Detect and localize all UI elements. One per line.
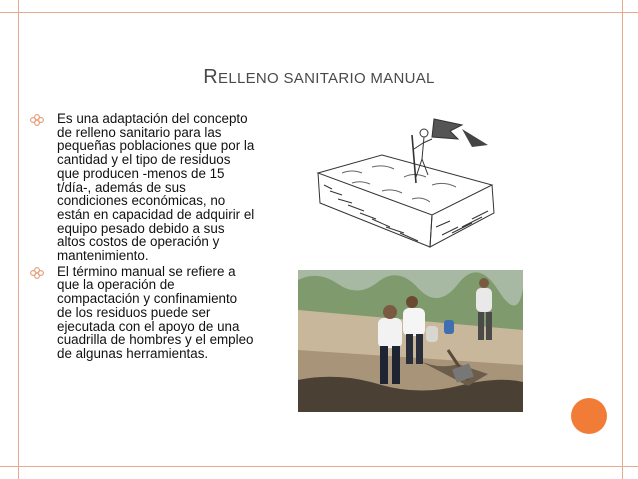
workers-photo xyxy=(298,270,523,412)
bullet-text: El término manual se refiere a que la operación de compactación y confinamiento de los residuos puede ser ejecutada con el apoyo de una cuadrilla de hombres y el empleo de algunas herramientas. xyxy=(57,263,254,361)
bullet-item xyxy=(30,112,292,263)
decor-orange-circle xyxy=(571,398,607,434)
bullet-list xyxy=(30,112,292,363)
bullet-icon xyxy=(30,114,44,126)
bullet-text: Es una adaptación del concepto de relleno sanitario para las pequeñas poblaciones que por la cantidad y el tipo de residuos que producen -menos de 15 t/día-, además de sus condiciones económicas, no están en capacidad de adquirir el equipo pesado debido a sus altos costos de operación y mantenimiento. xyxy=(57,111,255,264)
decor-horizontal-line xyxy=(0,12,638,13)
landfill-sketch-illustration xyxy=(312,115,500,258)
slide-title: RELLENO SANITARIO MANUAL xyxy=(203,66,435,88)
bullet-icon xyxy=(30,267,44,279)
bullet-item xyxy=(30,265,292,361)
decor-horizontal-line xyxy=(0,466,638,467)
